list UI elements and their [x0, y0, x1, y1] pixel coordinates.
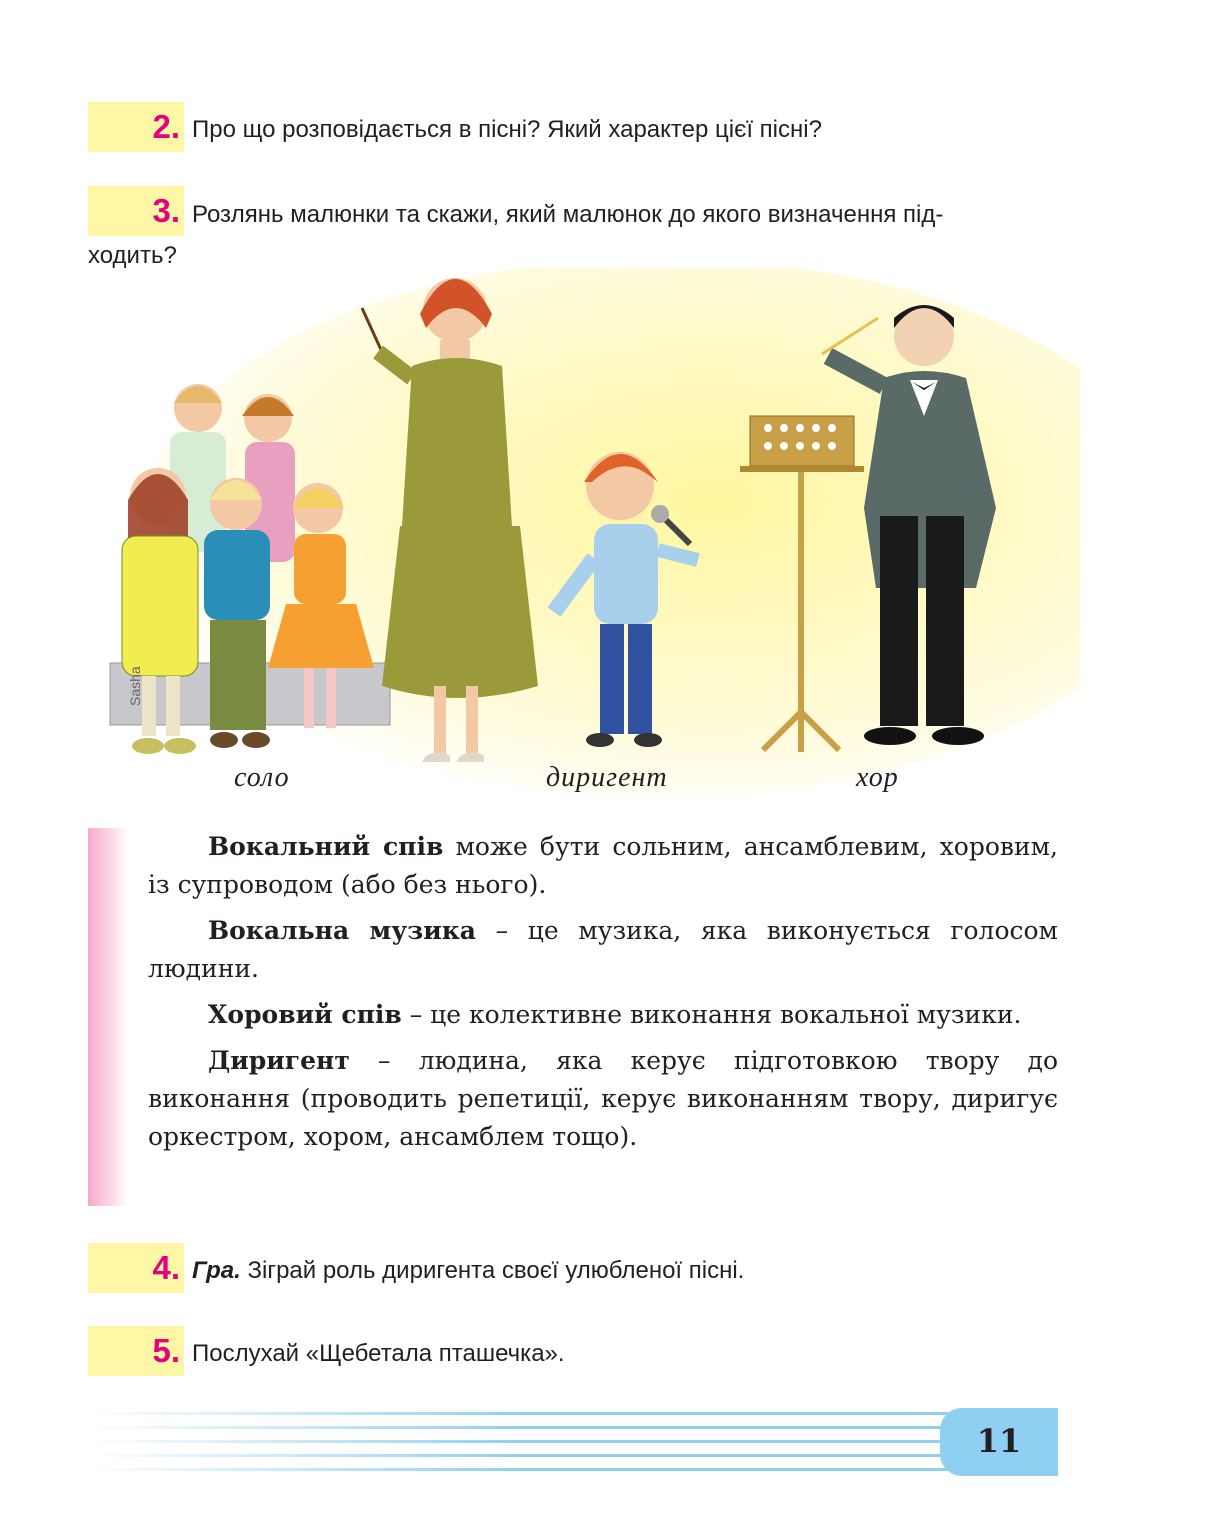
task-2: [88, 102, 1068, 154]
caption-choir: хор: [856, 762, 899, 793]
task-5: [88, 1326, 1068, 1378]
task-number-box: [88, 186, 184, 236]
page-footer: [88, 1408, 1058, 1478]
task-4: [88, 1243, 1068, 1295]
footer-line: [88, 1412, 948, 1415]
task-number: 2.: [152, 108, 180, 145]
task-text: Послухай «Щебетала пташечка».: [192, 1340, 565, 1367]
task-number-box: [88, 102, 184, 152]
definition-text: – людина, яка керує підготовкою твору до виконання (проводить репетиції, керує виконанням твору, диригує оркестром, хором, ансамблем тощо).: [148, 1046, 1058, 1151]
task-text: [192, 1257, 744, 1285]
artist-signature: Sasha: [127, 666, 143, 706]
definition-choral-singing: [148, 996, 1058, 1034]
footer-line: [88, 1454, 948, 1457]
definition-text: – це музика, яка виконується голосом людини.: [148, 916, 1058, 983]
definition-vocal-singing: [148, 828, 1058, 904]
definition-term: Вокальна музика: [208, 916, 477, 945]
task-text-body: Зіграй роль диригента своєї улюбленої пісні.: [247, 1257, 745, 1284]
task-number: 3.: [152, 192, 180, 229]
illustration-svg: [100, 268, 1080, 798]
task-3: [88, 186, 1068, 276]
task-number-box: [88, 1243, 184, 1293]
task-text: Розлянь малюнки та скажи, який малюнок до якого визначення під-: [192, 201, 944, 228]
illustration: [100, 268, 1080, 798]
footer-line: [88, 1426, 948, 1429]
caption-solo: соло: [234, 762, 290, 793]
definition-conductor: [148, 1042, 1058, 1156]
definitions-side-bar: [88, 828, 128, 1206]
task-number-box: [88, 1326, 184, 1376]
caption-conductor: диригент: [546, 762, 668, 793]
definition-text: – це колективне виконання вокальної музики.: [401, 1000, 1022, 1029]
definition-term: Диригент: [208, 1046, 350, 1075]
task-text-continuation: ходить?: [88, 242, 177, 269]
definition-text: може бути сольним, ансамблевим, хоровим, із супроводом (або без нього).: [148, 832, 1058, 899]
page-number-box: [940, 1408, 1058, 1476]
task-number: 5.: [152, 1332, 180, 1369]
definition-term: Хоровий спів: [208, 1000, 402, 1029]
task-text: Про що розповідається в пісні? Який характер цієї пісні?: [192, 116, 822, 143]
definitions-block: [88, 828, 1058, 1206]
task-number: 4.: [152, 1249, 180, 1286]
footer-line: [88, 1440, 948, 1443]
definition-vocal-music: [148, 912, 1058, 988]
footer-line: [88, 1468, 948, 1471]
definition-term: Вокальний спів: [208, 832, 444, 861]
page-number: 11: [976, 1422, 1022, 1460]
task-label: Гра.: [192, 1257, 241, 1284]
